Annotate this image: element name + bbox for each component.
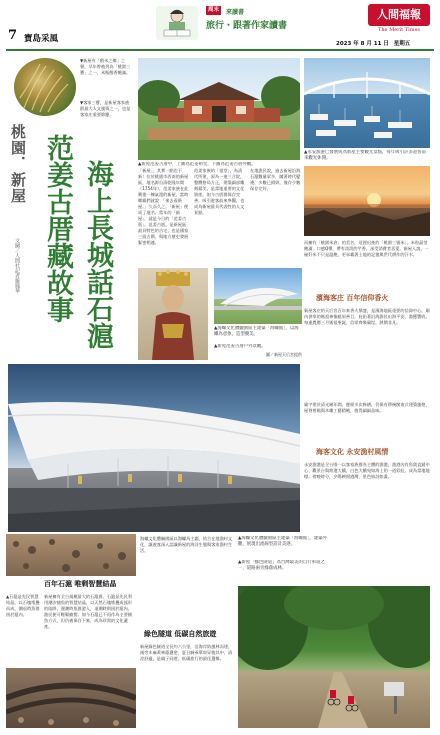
caption-stone-weir: ▲石滬是先民智慧結晶，以石塊堆疊而成，潮退時魚群困於滬內。 (6, 594, 40, 617)
section-title-2: 海客文化 永安漁村風情 (316, 448, 389, 456)
caption-house-outdoor: ▲新屋范姜古厝戶外景觀。 (214, 344, 266, 349)
section-title-4: 綠色隧道 低碳自然旅遊 (144, 630, 217, 638)
section-title-3: 百年石滬 唯剩智慧結晶 (44, 580, 117, 588)
green-tunnel-photo (238, 586, 430, 728)
side-note-2: ▼客家三寶，是新屋客家族群最大人文風情之一，也是客家庄重要節慶。 (80, 100, 131, 117)
body-paragraph-7: 海螺文化體驗園區以海螺為主題，結合在地漁村文化，讓遊客深入認識新屋的海洋生態與客家漁村生活。 (140, 536, 233, 553)
rice-photo (14, 58, 76, 116)
main-title-2: 海上長城話石滬 (82, 160, 113, 349)
mazu-statue-photo (138, 268, 208, 360)
newspaper-logo (368, 4, 430, 26)
harbor-photo (304, 58, 430, 148)
body-paragraph-6: 永安漁港是全台唯一以客家族群為主體的漁港，漁港內有魚貨直銷中心、觀景台與跨港大橋，白色大橋宛如海上的一道彩虹，成為當地地標。傍晚時分，夕陽映照港灣，景色如詩如畫。 (304, 462, 430, 479)
column-tag: 來讀書 (226, 9, 245, 16)
caption-mazu-credit: 圖／新屋天后宮提供 (266, 352, 302, 357)
body-paragraph-5: 廟宇建於清光緒年間，歷經多次修繕，仍保有傳統閩南式建築風格，屋脊剪黏與木雕工藝精緻，值得細細品味。 (304, 402, 430, 413)
column-badge: 周末 (208, 7, 220, 13)
sunset-photo (304, 166, 430, 236)
caption-seashell-small: ▲海螺文化體驗園區主建築「海螺館」，以海螺為意象，造型優美。 (214, 326, 299, 337)
issue-date: 2023 年 8 月 11 日 星期五 (336, 41, 411, 47)
body-paragraph-1: 「新屋」，其實一點也不新！位於桃園市西南的新屋區，地名源自清乾隆年間（1754年），范姜家族在此興建一棟氣派的新屋，當時鄉親們就說：「來去看新屋。」久而久之，「新屋」便成了地名。當年的「新屋」，就是今日的「范姜古厝」。范姜古厝，是新屋區最具特色的古宅，也是國家三級古蹟，與地方歷史發展緊密相連。 (138, 168, 189, 245)
location-title: 桃園．新屋 (9, 124, 27, 204)
body-paragraph-10: 新屋綠色隧道全長約六公里，沿海岸防風林而建，兩旁木麻黃林蔭濃密，夏日騎乘單車穿梭其中，清涼舒適，是親子同遊、低碳旅行的最佳選擇。 (140, 644, 233, 661)
reader-illustration (150, 2, 204, 46)
logo-english: The Merit Times (378, 27, 420, 33)
page-number: 7 (8, 28, 18, 43)
caption-green-tunnel: ▲新屋「綠色隧道」為台灣最美的自行車道之一，道路兩旁綠蔭成林。 (238, 560, 325, 571)
logo-chinese: 人間福報 (377, 8, 421, 21)
header-rule (6, 49, 434, 51)
body-paragraph-2b: 在地漁民說，過去新屋沿海石滬數量眾多，隨著時代變遷，多數已損毀，僅存少數保存完好。 (250, 168, 301, 191)
body-paragraph-4: 新屋客庄的天后宮百年來香火鼎盛，是濱海地區重要的信仰中心。廟內供奉的媽祖神像慈眉善目，庇佑著沿海漁民出海平安、漁獲豐收。每逢農曆三月媽祖聖誕，信眾齊聚廟埕，熱鬧非凡。 (304, 308, 430, 325)
main-title-1: 范姜古厝藏故事 (42, 134, 73, 323)
column-title: 旅行・跟著作家讀書 (206, 21, 288, 31)
body-paragraph-8: 新屋擁有全台規模最大的石滬群，石滬是先民利用潮汐捕魚的智慧結晶，以天然石塊堆疊成弧形的陷阱，漲潮時魚群游入，退潮時則困於滬內，漁民便可輕鬆捕撈。如今石滬已不再作為主要捕魚方式，但仍被保存下來，成為珍貴的文化遺產。 (44, 594, 132, 629)
weekday: 星期五 (393, 41, 411, 47)
seashell-building-photo-large (8, 364, 300, 532)
side-note-1: ▼新屋有「稻米之鄉」之譽，早年曾被列為「桃園三寶」之一，米飯醇香飽滿。 (80, 58, 131, 75)
stone-weir-photo-bottom (6, 668, 136, 728)
section-name: 寶島采風 (24, 34, 59, 44)
caption-harbor: ▲永安漁港已發展成為新屋主要觀光景點，每年吸引許多遊客前來觀光休閒。 (304, 150, 426, 161)
byline: 文圖／人間社記者羅鳳華 (14, 238, 20, 293)
body-paragraph-3: 而擁有「桃園米倉」的美名，這裡出產的「桃園三號米」，米粒晶瑩飽滿，口感Q彈，帶有淡淡的芋香，深受消費者喜愛。新屋人說，一碗好米不只是溫飽，更承載著土地的記憶與世代耕作的汗水。 (304, 240, 429, 257)
section-title-1: 濱海客庄 百年信仰香火 (316, 294, 389, 302)
seashell-building-photo-small (214, 268, 302, 324)
caption-old-house: ▲新屋范姜古厝中，上圖為范姜祖堂，下圖為范姜古厝外觀。 (138, 162, 256, 167)
stone-weir-photo-top (6, 534, 136, 576)
page-header (0, 0, 440, 52)
old-house-photo (138, 58, 300, 160)
body-paragraph-2: 范姜家族的「祖堂」，為清代所建，原為一進三合院，整體格局方正，建築細部雕刻精美，是當地重要的文化資產。如今古厝群保存完善，吸引遊客前來參觀，也成為新屋最具代表性的人文景點。 (194, 168, 245, 215)
caption-seashell-large: ▲海螺文化體驗園區主建築「海螺館」，建築外觀，展現出流線型設計美感。 (238, 536, 327, 547)
